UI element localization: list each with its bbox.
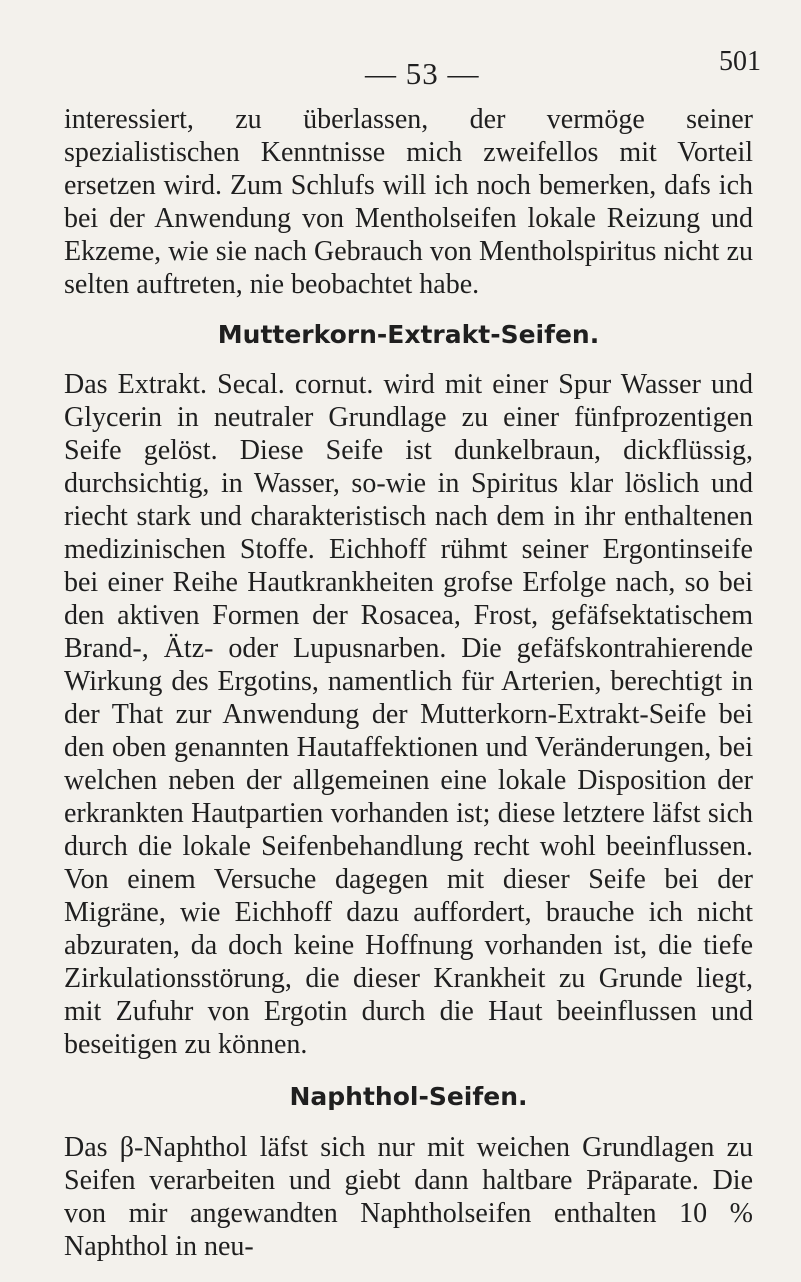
page-header [0, 46, 801, 91]
folio-number: 501 [719, 46, 761, 77]
section-heading-mutterkorn: Mutterkorn-Extrakt-Seifen. [217, 320, 600, 349]
text-body [64, 103, 753, 1263]
paragraph-naphthol: Das β-Naphthol läfst sich nur mit weichen Grundlagen zu Seifen verarbeiten und giebt dann haltbare Präparate. Die von mir angewandten Naphtholseifen enthalten 10 % Naphthol in neu- [64, 1132, 753, 1262]
paragraph-mutterkorn: Das Extrakt. Secal. cornut. wird mit einer Spur Wasser und Glycerin in neutraler Grundlage zu einer fünfprozentigen Seife gelöst. Diese Seife ist dunkelbraun, dickflüssig, durchsichtig, in Wasser, so-wie in Spiritus klar löslich und riecht stark und charakteristisch nach dem in ihr enthaltenen medizinischen Stoffe. Eichhoff rühmt seiner Ergontinseife bei einer Reihe Hautkrankheiten grofse Erfolge nach, so bei den aktiven Formen der Rosacea, Frost, gefäfsektatischem Brand-, Ätz- oder Lupusnarben. Die gefäfskontrahierende Wirkung des Ergotins, namentlich für Arterien, berechtigt in der That zur Anwendung der Mutterkorn-Extrakt-Seife bei den oben genannten Hautaffektionen und Veränderungen, bei welchen neben der allgemeinen eine lokale Disposition der erkrankten Hautpartien vorhanden ist; diese letztere läfst sich durch die lokale Seifenbehandlung recht wohl beeinflussen. Von einem Versuche dagegen mit dieser Seife bei der Migräne, wie Eichhoff dazu auffordert, brauche ich nicht abzuraten, da doch keine Hoffnung vorhanden ist, die tiefe Zirkulationsstörung, die dieser Krankheit zu Grunde liegt, mit Zufuhr von Ergotin durch die Haut beeinflussen und beseitigen zu können. [64, 369, 753, 1060]
page-number: — 53 — [365, 56, 480, 91]
section-heading-naphthol: Naphthol-Seifen. [289, 1082, 528, 1111]
paragraph-intro: interessiert, zu überlassen, der vermöge seiner spezialistischen Kenntnisse mich zweifellos mit Vorteil ersetzen wird. Zum Schlufs will ich noch bemerken, dafs ich bei der Anwendung von Mentholseifen lokale Reizung und Ekzeme, wie sie nach Gebrauch von Mentholspiritus nicht zu selten auftreten, nie beobachtet habe. [64, 104, 753, 300]
